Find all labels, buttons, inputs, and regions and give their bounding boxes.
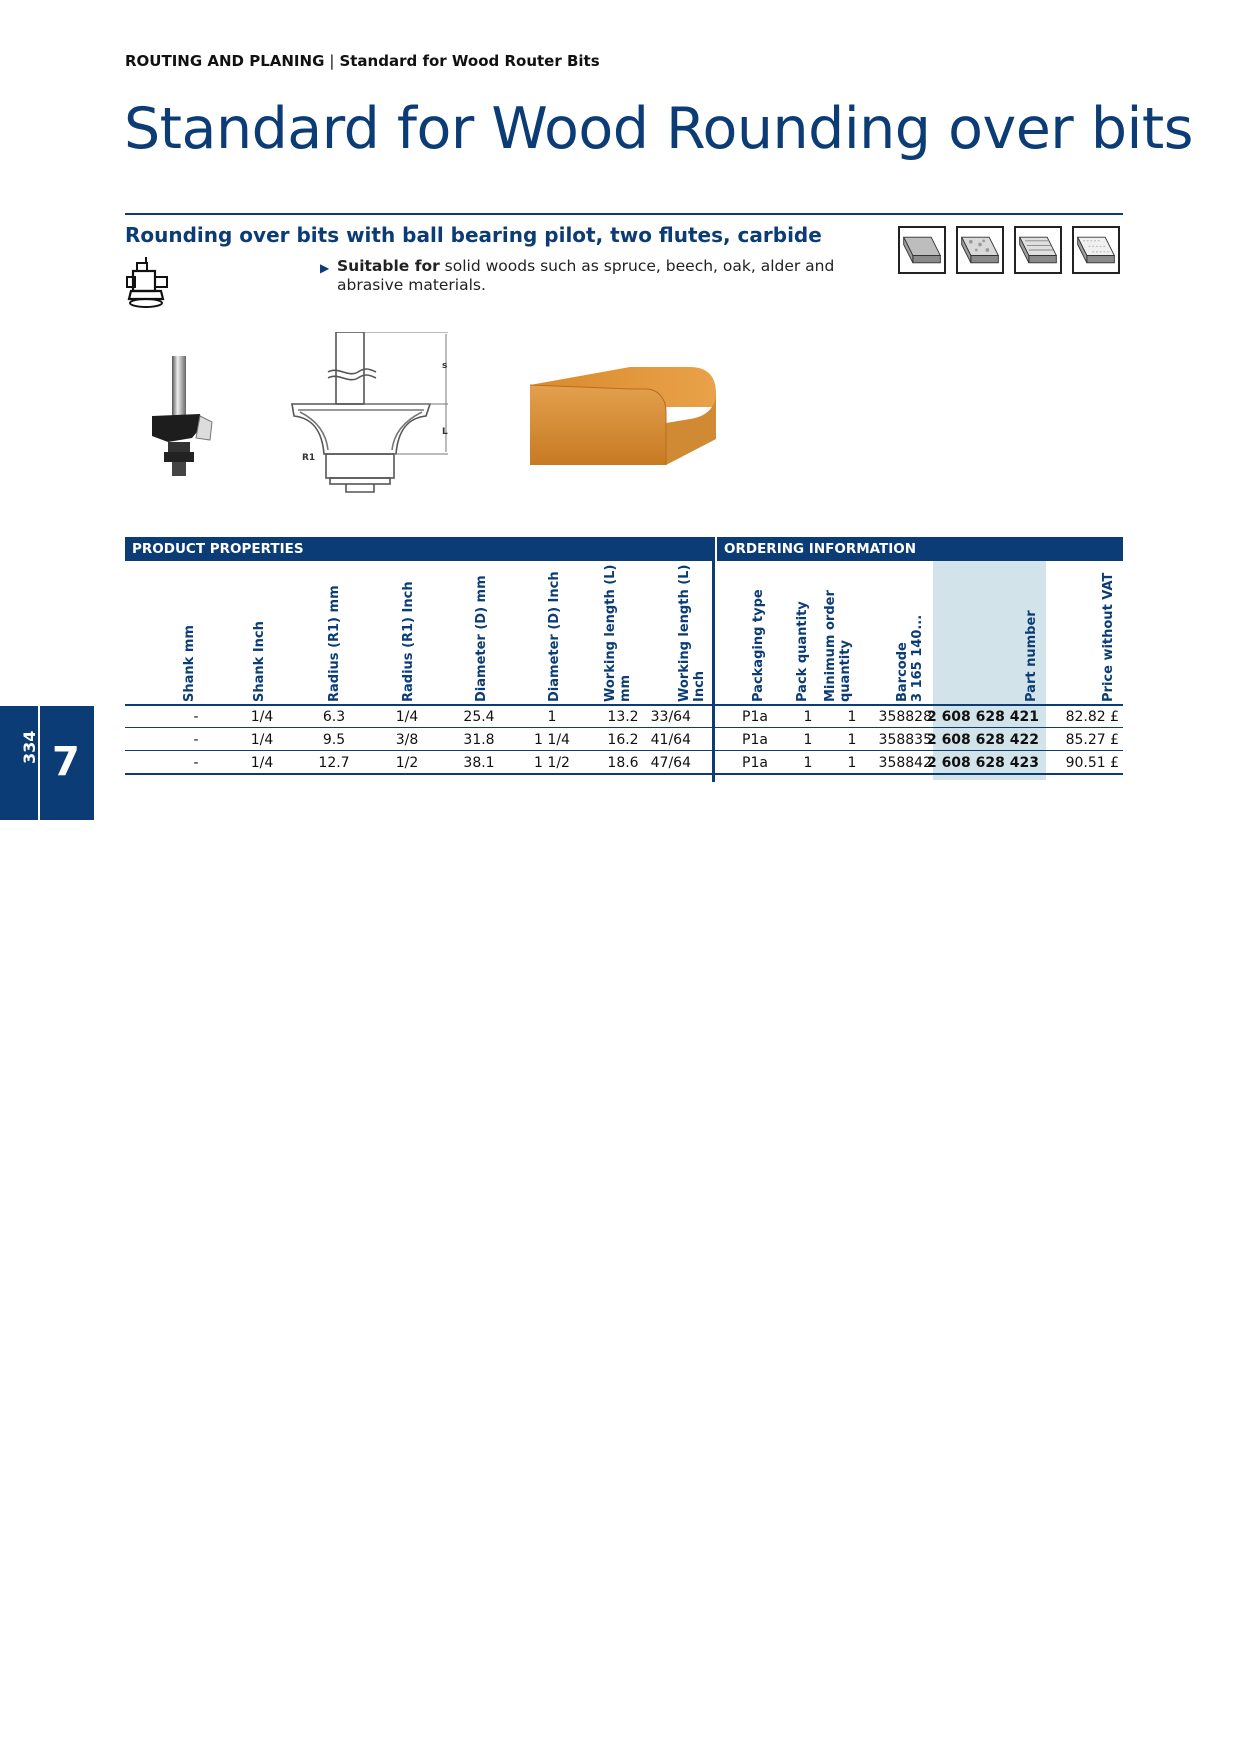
router-tool-icon	[125, 257, 175, 313]
col-header-line: Shank Inch	[252, 621, 267, 702]
col-header-radius-mm	[327, 585, 342, 702]
col-header-barcode	[895, 615, 925, 702]
cell-part-number: 2 608 628 422	[926, 732, 1039, 748]
table-section-header	[125, 537, 1123, 561]
cell-min-order-quantity: 1	[847, 732, 857, 748]
col-header-radius-inch	[401, 581, 416, 702]
page-title: Standard for Wood Rounding over bits	[124, 96, 1193, 162]
cell-pack-quantity: 1	[803, 755, 813, 771]
laminate-material-icon	[1072, 226, 1120, 274]
col-header-working-length-mm	[603, 565, 633, 702]
chipboard-material-icon	[956, 226, 1004, 274]
dim-label-r1: R1	[302, 453, 316, 463]
bullet-arrow-icon: ▶	[320, 261, 330, 275]
col-header-price	[1101, 573, 1116, 702]
table-section-divider	[712, 537, 715, 782]
cell-shank-inch: 1/4	[250, 709, 274, 725]
col-header-line: Radius (R1) Inch	[401, 581, 416, 702]
cell-pack-quantity: 1	[803, 732, 813, 748]
cell-shank-mm: -	[193, 755, 199, 771]
cell-radius-inch: 3/8	[395, 732, 419, 748]
cell-diameter-inch: 1 1/4	[534, 732, 570, 748]
col-header-min-order-quantity	[823, 590, 853, 702]
cell-shank-inch: 1/4	[250, 755, 274, 771]
material-icons	[898, 226, 1120, 274]
technical-drawing	[288, 332, 468, 512]
cell-radius-mm: 12.7	[318, 755, 350, 771]
cell-working-length-inch: 33/64	[650, 709, 691, 725]
cell-working-length-mm: 16.2	[607, 732, 639, 748]
feature-text: solid woods such as spruce, beech, oak, alder and abrasive materials.	[337, 257, 835, 294]
col-header-working-length-inch	[677, 565, 707, 702]
col-header-line: Barcode	[895, 642, 910, 702]
col-header-part-number	[1024, 610, 1039, 702]
col-header-shank-inch	[252, 621, 267, 702]
chapter-side-tab	[0, 706, 94, 820]
plywood-material-icon	[1014, 226, 1062, 274]
cell-diameter-mm: 25.4	[463, 709, 495, 725]
cell-working-length-mm: 18.6	[607, 755, 639, 771]
cell-radius-mm: 6.3	[322, 709, 346, 725]
product-properties-header: PRODUCT PROPERTIES	[125, 537, 713, 561]
cell-radius-inch: 1/2	[395, 755, 419, 771]
col-header-line: 3 165 140...	[910, 614, 925, 702]
col-header-line: Shank mm	[182, 625, 197, 702]
page-number: 334	[20, 730, 39, 764]
cell-part-number: 2 608 628 423	[926, 755, 1039, 771]
cell-barcode: 358842	[878, 755, 932, 771]
ordering-information-header: ORDERING INFORMATION	[717, 537, 1123, 561]
breadcrumb-section: ROUTING AND PLANING	[125, 52, 325, 70]
col-header-line: Part number	[1024, 610, 1039, 702]
col-header-line: Packaging type	[751, 589, 766, 702]
row-rule	[125, 727, 1123, 728]
cell-shank-mm: -	[193, 732, 199, 748]
col-header-diameter-mm	[474, 575, 489, 702]
cell-working-length-mm: 13.2	[607, 709, 639, 725]
cell-working-length-inch: 47/64	[650, 755, 691, 771]
col-header-line: Price without VAT	[1101, 572, 1116, 702]
title-divider	[125, 213, 1123, 215]
row-rule	[125, 704, 1123, 706]
product-subtitle: Rounding over bits with ball bearing pilot, two flutes, carbide	[125, 223, 822, 247]
col-header-line: Working length (L)	[603, 564, 618, 702]
col-header-line: Working length (L)	[677, 564, 692, 702]
cell-packaging-type: P1a	[742, 732, 768, 748]
col-header-line: Minimum order	[823, 590, 838, 702]
feature-bullet	[320, 257, 840, 295]
feature-lead: Suitable for	[337, 257, 440, 275]
col-header-line: Pack quantity	[795, 601, 810, 702]
col-header-packaging-type	[751, 589, 766, 702]
cell-price: 82.82 £	[1065, 709, 1119, 725]
cell-barcode: 358835	[878, 732, 932, 748]
col-header-line: quantity	[838, 640, 853, 702]
wood-profile-image	[530, 367, 720, 469]
row-rule	[125, 750, 1123, 751]
breadcrumb	[125, 52, 600, 70]
cell-price: 85.27 £	[1065, 732, 1119, 748]
row-rule	[125, 773, 1123, 775]
cell-radius-mm: 9.5	[322, 732, 346, 748]
col-header-line: Inch	[692, 670, 707, 702]
col-header-shank-mm	[182, 625, 197, 702]
cell-shank-mm: -	[193, 709, 199, 725]
col-header-line: mm	[618, 674, 633, 702]
cell-working-length-inch: 41/64	[650, 732, 691, 748]
col-header-line: Diameter (D) Inch	[547, 571, 562, 702]
col-header-line: Radius (R1) mm	[327, 585, 342, 702]
cell-barcode: 358828	[878, 709, 932, 725]
dim-label-l: L	[442, 427, 448, 437]
cell-price: 90.51 £	[1065, 755, 1119, 771]
dim-label-s: s	[442, 361, 448, 371]
cell-diameter-mm: 38.1	[463, 755, 495, 771]
col-header-line: Diameter (D) mm	[474, 575, 489, 702]
cell-shank-inch: 1/4	[250, 732, 274, 748]
col-header-diameter-inch	[547, 571, 562, 702]
cell-min-order-quantity: 1	[847, 755, 857, 771]
cell-diameter-inch: 1 1/2	[534, 755, 570, 771]
cell-packaging-type: P1a	[742, 709, 768, 725]
cell-min-order-quantity: 1	[847, 709, 857, 725]
chapter-number: 7	[52, 739, 80, 785]
cell-packaging-type: P1a	[742, 755, 768, 771]
col-header-pack-quantity	[795, 601, 810, 702]
cell-part-number: 2 608 628 421	[926, 709, 1039, 725]
cell-radius-inch: 1/4	[395, 709, 419, 725]
router-bit-photo	[148, 356, 218, 486]
cell-diameter-mm: 31.8	[463, 732, 495, 748]
cell-pack-quantity: 1	[803, 709, 813, 725]
solid-wood-material-icon	[898, 226, 946, 274]
breadcrumb-page: Standard for Wood Router Bits	[339, 52, 600, 70]
breadcrumb-separator: |	[329, 52, 335, 70]
cell-diameter-inch: 1	[547, 709, 557, 725]
